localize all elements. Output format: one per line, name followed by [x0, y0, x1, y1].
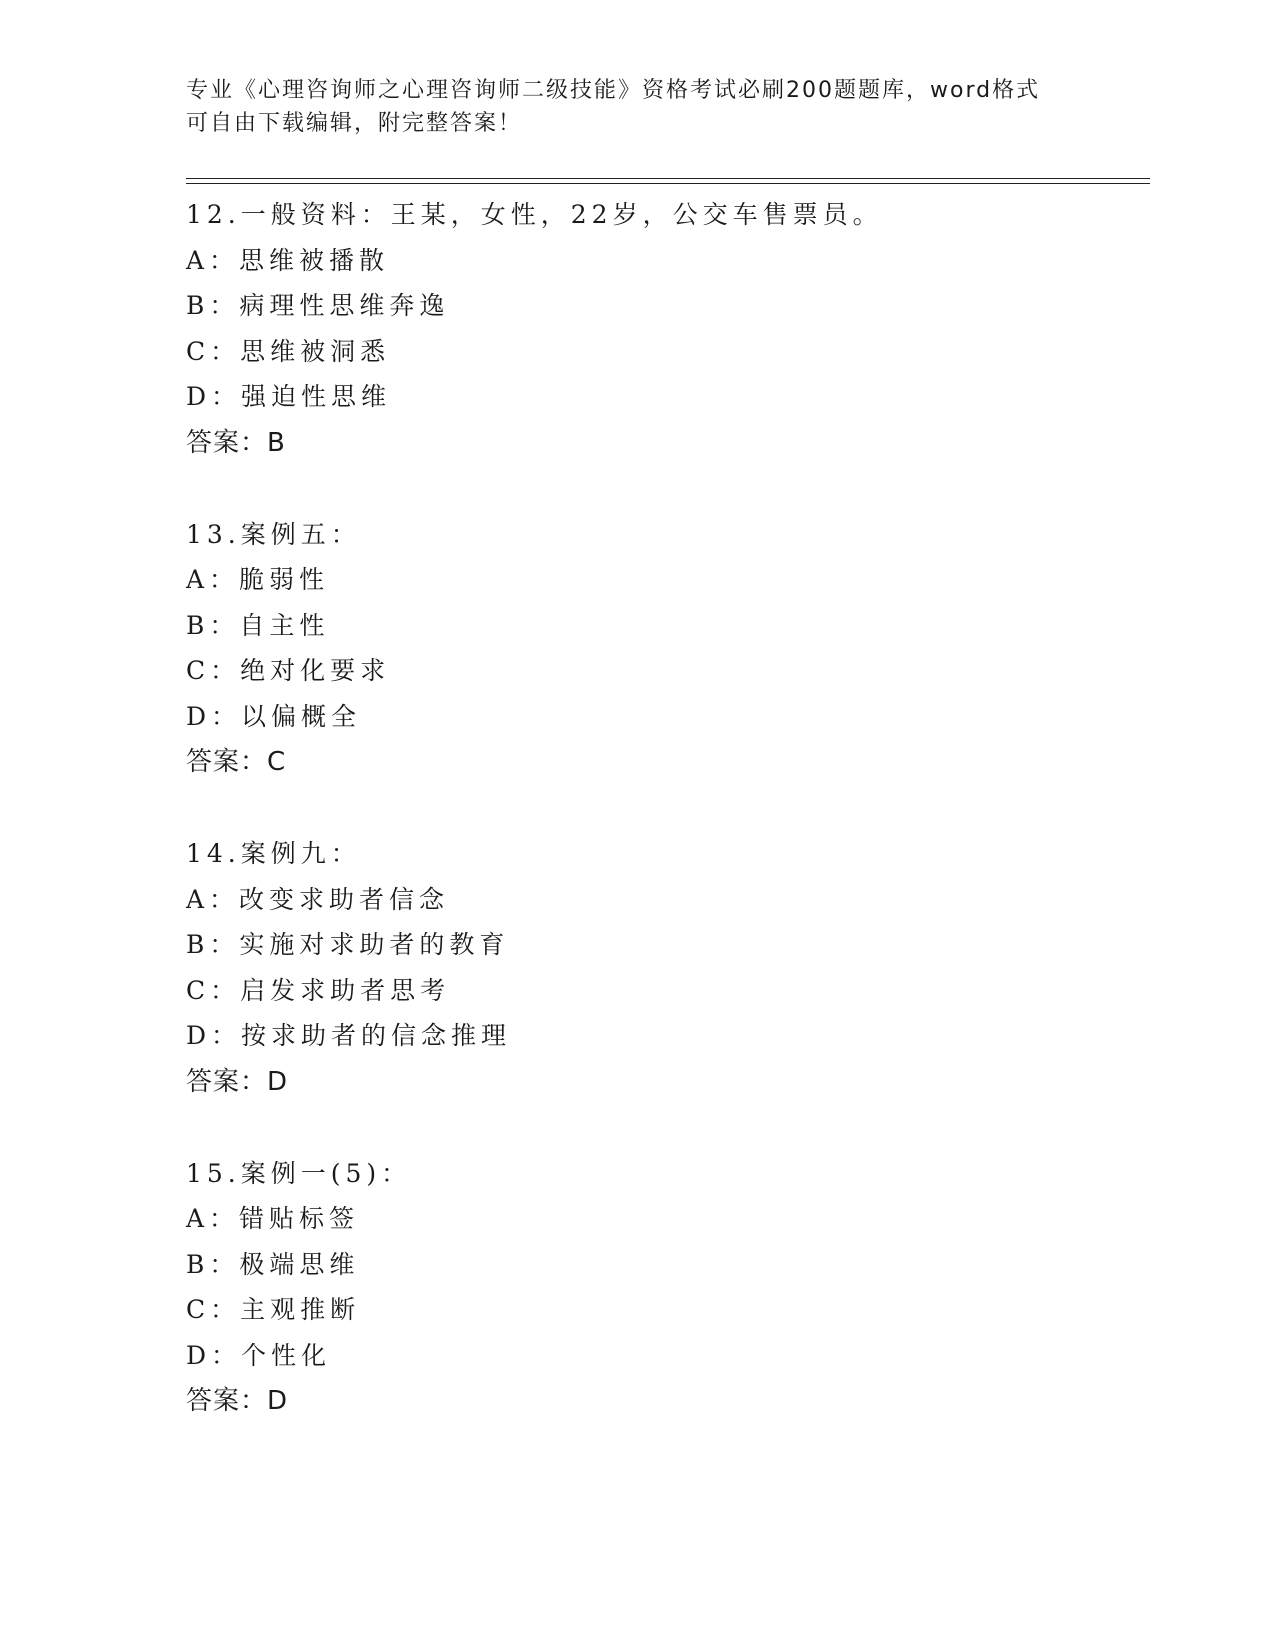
option-c: C：主观推断	[186, 1295, 361, 1324]
question-12	[186, 192, 1146, 466]
option-a: A：思维被播散	[186, 245, 390, 275]
header-line-2: 可自由下载编辑，附完整答案！	[186, 111, 523, 136]
answer-label: 答案：B	[186, 427, 286, 458]
document-header	[186, 74, 1086, 140]
option-d: D：强迫性思维	[186, 382, 392, 411]
header-line-1: 专业《心理咨询师之心理咨询师二级技能》资格考试必刷200题题库，word格式	[186, 78, 1041, 103]
question-14	[186, 831, 1146, 1105]
question-15	[186, 1151, 1146, 1425]
option-c: C：启发求助者思考	[186, 975, 451, 1005]
question-list	[186, 192, 1146, 1424]
question-stem: 14.案例九：	[186, 839, 361, 868]
option-a: A：改变求助者信念	[186, 884, 450, 914]
option-d: D：个性化	[186, 1340, 332, 1370]
option-c: C：思维被洞悉	[186, 336, 391, 366]
option-d: D：按求助者的信念推理	[186, 1021, 512, 1050]
header-divider-bottom	[186, 183, 1150, 184]
question-stem: 15.案例一(5)：	[186, 1158, 412, 1188]
option-b: B：极端思维	[186, 1249, 360, 1279]
answer-label: 答案：C	[186, 747, 287, 777]
option-b: B：自主性	[186, 610, 330, 640]
option-c: C：绝对化要求	[186, 656, 391, 685]
answer-label: 答案：D	[186, 1386, 289, 1416]
header-divider-top	[186, 178, 1150, 179]
question-stem: 12.一般资料：王某，女性，22岁，公交车售票员。	[186, 200, 883, 229]
option-b: B：病理性思维奔逸	[186, 291, 450, 320]
question-stem: 13.案例五：	[186, 519, 361, 549]
option-a: A：脆弱性	[186, 565, 330, 594]
question-13	[186, 512, 1146, 786]
option-a: A：错贴标签	[186, 1204, 360, 1233]
option-d: D：以偏概全	[186, 701, 362, 731]
answer-label: 答案：D	[186, 1066, 289, 1097]
option-b: B：实施对求助者的教育	[186, 930, 510, 959]
